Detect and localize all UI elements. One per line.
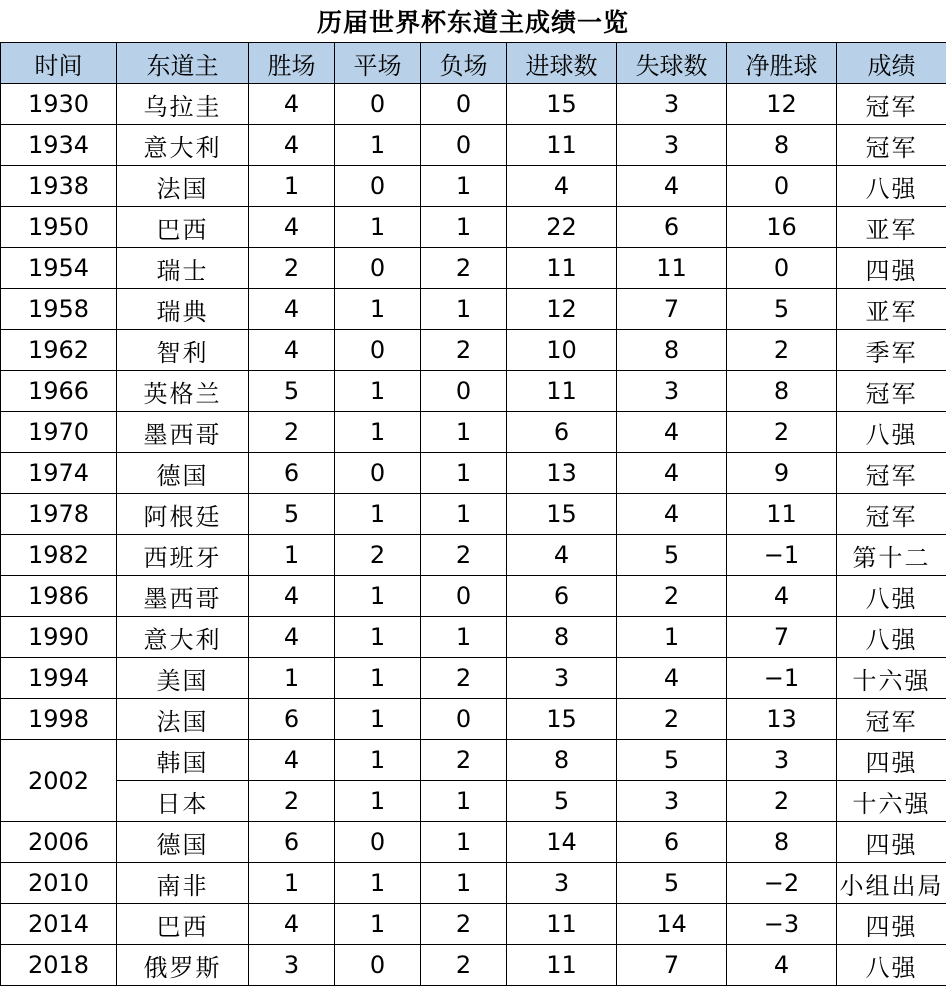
goals-against-cell: 4 bbox=[617, 412, 727, 453]
table-row bbox=[1, 330, 946, 371]
goal-diff-cell: 4 bbox=[727, 945, 837, 986]
goals-for-cell: 22 bbox=[507, 207, 617, 248]
losses-cell: 0 bbox=[421, 84, 507, 125]
wins-cell: 1 bbox=[249, 863, 335, 904]
host-cell: 日本 bbox=[117, 781, 249, 822]
goals-for-cell: 5 bbox=[507, 781, 617, 822]
losses-cell: 2 bbox=[421, 330, 507, 371]
draws-cell: 1 bbox=[335, 740, 421, 781]
table-row bbox=[1, 945, 946, 986]
wins-cell: 4 bbox=[249, 125, 335, 166]
goals-against-cell: 11 bbox=[617, 248, 727, 289]
host-results-table bbox=[0, 42, 946, 986]
goals-for-cell: 8 bbox=[507, 617, 617, 658]
result-cell: 亚军 bbox=[837, 207, 946, 248]
wins-cell: 4 bbox=[249, 207, 335, 248]
result-cell: 冠军 bbox=[837, 84, 946, 125]
goals-against-cell: 4 bbox=[617, 453, 727, 494]
goal-diff-cell: 0 bbox=[727, 166, 837, 207]
goals-for-cell: 3 bbox=[507, 658, 617, 699]
goal-diff-cell: 3 bbox=[727, 740, 837, 781]
result-cell: 季军 bbox=[837, 330, 946, 371]
draws-cell: 1 bbox=[335, 863, 421, 904]
losses-cell: 1 bbox=[421, 863, 507, 904]
host-cell: 南非 bbox=[117, 863, 249, 904]
year-cell: 2002 bbox=[1, 740, 117, 822]
draws-cell: 1 bbox=[335, 617, 421, 658]
wins-cell: 1 bbox=[249, 658, 335, 699]
year-cell: 2014 bbox=[1, 904, 117, 945]
table-body bbox=[1, 84, 946, 986]
table-row bbox=[1, 617, 946, 658]
year-cell: 1934 bbox=[1, 125, 117, 166]
result-cell: 冠军 bbox=[837, 494, 946, 535]
result-cell: 四强 bbox=[837, 822, 946, 863]
losses-cell: 1 bbox=[421, 289, 507, 330]
year-cell: 1958 bbox=[1, 289, 117, 330]
goals-for-cell: 4 bbox=[507, 535, 617, 576]
table-row bbox=[1, 822, 946, 863]
goal-diff-cell: −2 bbox=[727, 863, 837, 904]
year-cell: 1938 bbox=[1, 166, 117, 207]
draws-cell: 1 bbox=[335, 125, 421, 166]
goals-against-cell: 8 bbox=[617, 330, 727, 371]
draws-cell: 1 bbox=[335, 904, 421, 945]
header-result: 成绩 bbox=[837, 43, 946, 84]
goals-for-cell: 11 bbox=[507, 904, 617, 945]
year-cell: 2010 bbox=[1, 863, 117, 904]
table-row bbox=[1, 166, 946, 207]
header-goal-diff: 净胜球 bbox=[727, 43, 837, 84]
host-cell: 德国 bbox=[117, 453, 249, 494]
losses-cell: 1 bbox=[421, 412, 507, 453]
wins-cell: 5 bbox=[249, 371, 335, 412]
goals-for-cell: 11 bbox=[507, 248, 617, 289]
host-cell: 瑞士 bbox=[117, 248, 249, 289]
goals-against-cell: 4 bbox=[617, 658, 727, 699]
goals-against-cell: 1 bbox=[617, 617, 727, 658]
goals-against-cell: 4 bbox=[617, 166, 727, 207]
table-row bbox=[1, 904, 946, 945]
draws-cell: 1 bbox=[335, 207, 421, 248]
header-draws: 平场 bbox=[335, 43, 421, 84]
wins-cell: 2 bbox=[249, 781, 335, 822]
goal-diff-cell: −3 bbox=[727, 904, 837, 945]
losses-cell: 1 bbox=[421, 617, 507, 658]
host-cell: 俄罗斯 bbox=[117, 945, 249, 986]
year-cell: 1990 bbox=[1, 617, 117, 658]
result-cell: 四强 bbox=[837, 904, 946, 945]
goals-against-cell: 2 bbox=[617, 576, 727, 617]
table-row bbox=[1, 699, 946, 740]
losses-cell: 2 bbox=[421, 535, 507, 576]
goals-against-cell: 14 bbox=[617, 904, 727, 945]
result-cell: 八强 bbox=[837, 412, 946, 453]
result-cell: 四强 bbox=[837, 248, 946, 289]
goal-diff-cell: 2 bbox=[727, 412, 837, 453]
year-cell: 1998 bbox=[1, 699, 117, 740]
losses-cell: 1 bbox=[421, 207, 507, 248]
host-cell: 巴西 bbox=[117, 904, 249, 945]
wins-cell: 4 bbox=[249, 289, 335, 330]
goal-diff-cell: 2 bbox=[727, 781, 837, 822]
host-cell: 美国 bbox=[117, 658, 249, 699]
table-row bbox=[1, 84, 946, 125]
wins-cell: 5 bbox=[249, 494, 335, 535]
table-row bbox=[1, 781, 946, 822]
goal-diff-cell: 5 bbox=[727, 289, 837, 330]
wins-cell: 6 bbox=[249, 453, 335, 494]
year-cell: 1978 bbox=[1, 494, 117, 535]
goals-for-cell: 4 bbox=[507, 166, 617, 207]
goal-diff-cell: 13 bbox=[727, 699, 837, 740]
goals-for-cell: 11 bbox=[507, 945, 617, 986]
year-cell: 1986 bbox=[1, 576, 117, 617]
wins-cell: 4 bbox=[249, 740, 335, 781]
goals-against-cell: 3 bbox=[617, 84, 727, 125]
year-cell: 1954 bbox=[1, 248, 117, 289]
host-cell: 墨西哥 bbox=[117, 412, 249, 453]
goal-diff-cell: −1 bbox=[727, 535, 837, 576]
goals-against-cell: 5 bbox=[617, 535, 727, 576]
table-title: 历届世界杯东道主成绩一览 bbox=[0, 0, 946, 42]
host-cell: 意大利 bbox=[117, 617, 249, 658]
table-row bbox=[1, 248, 946, 289]
wins-cell: 3 bbox=[249, 945, 335, 986]
result-cell: 亚军 bbox=[837, 289, 946, 330]
table-row bbox=[1, 412, 946, 453]
draws-cell: 1 bbox=[335, 781, 421, 822]
header-wins: 胜场 bbox=[249, 43, 335, 84]
host-cell: 韩国 bbox=[117, 740, 249, 781]
wins-cell: 2 bbox=[249, 412, 335, 453]
host-cell: 智利 bbox=[117, 330, 249, 371]
result-cell: 小组出局 bbox=[837, 863, 946, 904]
goals-against-cell: 7 bbox=[617, 289, 727, 330]
goal-diff-cell: 12 bbox=[727, 84, 837, 125]
losses-cell: 0 bbox=[421, 125, 507, 166]
goals-for-cell: 15 bbox=[507, 84, 617, 125]
losses-cell: 0 bbox=[421, 699, 507, 740]
draws-cell: 2 bbox=[335, 535, 421, 576]
goals-for-cell: 11 bbox=[507, 125, 617, 166]
table-row bbox=[1, 453, 946, 494]
goal-diff-cell: 2 bbox=[727, 330, 837, 371]
host-cell: 乌拉圭 bbox=[117, 84, 249, 125]
result-cell: 冠军 bbox=[837, 371, 946, 412]
goals-for-cell: 12 bbox=[507, 289, 617, 330]
host-cell: 瑞典 bbox=[117, 289, 249, 330]
host-cell: 巴西 bbox=[117, 207, 249, 248]
year-cell: 1982 bbox=[1, 535, 117, 576]
result-cell: 十六强 bbox=[837, 781, 946, 822]
goals-against-cell: 5 bbox=[617, 863, 727, 904]
host-cell: 英格兰 bbox=[117, 371, 249, 412]
result-cell: 冠军 bbox=[837, 125, 946, 166]
year-cell: 2006 bbox=[1, 822, 117, 863]
draws-cell: 0 bbox=[335, 822, 421, 863]
year-cell: 1950 bbox=[1, 207, 117, 248]
result-cell: 八强 bbox=[837, 617, 946, 658]
host-cell: 阿根廷 bbox=[117, 494, 249, 535]
header-host: 东道主 bbox=[117, 43, 249, 84]
goals-for-cell: 14 bbox=[507, 822, 617, 863]
losses-cell: 2 bbox=[421, 945, 507, 986]
goal-diff-cell: 11 bbox=[727, 494, 837, 535]
losses-cell: 2 bbox=[421, 740, 507, 781]
goal-diff-cell: −1 bbox=[727, 658, 837, 699]
goals-against-cell: 3 bbox=[617, 371, 727, 412]
goal-diff-cell: 8 bbox=[727, 125, 837, 166]
result-cell: 十六强 bbox=[837, 658, 946, 699]
goal-diff-cell: 9 bbox=[727, 453, 837, 494]
result-cell: 八强 bbox=[837, 166, 946, 207]
goals-against-cell: 6 bbox=[617, 822, 727, 863]
table-row bbox=[1, 658, 946, 699]
goals-against-cell: 4 bbox=[617, 494, 727, 535]
result-cell: 八强 bbox=[837, 945, 946, 986]
goals-against-cell: 3 bbox=[617, 125, 727, 166]
result-cell: 冠军 bbox=[837, 699, 946, 740]
goal-diff-cell: 8 bbox=[727, 822, 837, 863]
header-row bbox=[1, 43, 946, 84]
result-cell: 八强 bbox=[837, 576, 946, 617]
draws-cell: 1 bbox=[335, 371, 421, 412]
table-row bbox=[1, 535, 946, 576]
goals-for-cell: 11 bbox=[507, 371, 617, 412]
wins-cell: 4 bbox=[249, 617, 335, 658]
goals-for-cell: 6 bbox=[507, 412, 617, 453]
host-cell: 西班牙 bbox=[117, 535, 249, 576]
draws-cell: 0 bbox=[335, 84, 421, 125]
header-goals-against: 失球数 bbox=[617, 43, 727, 84]
table-row bbox=[1, 289, 946, 330]
year-cell: 1994 bbox=[1, 658, 117, 699]
goals-for-cell: 3 bbox=[507, 863, 617, 904]
host-cell: 意大利 bbox=[117, 125, 249, 166]
goals-against-cell: 2 bbox=[617, 699, 727, 740]
losses-cell: 2 bbox=[421, 658, 507, 699]
year-cell: 2018 bbox=[1, 945, 117, 986]
year-cell: 1930 bbox=[1, 84, 117, 125]
year-cell: 1966 bbox=[1, 371, 117, 412]
wins-cell: 4 bbox=[249, 330, 335, 371]
wins-cell: 6 bbox=[249, 822, 335, 863]
draws-cell: 1 bbox=[335, 576, 421, 617]
draws-cell: 0 bbox=[335, 330, 421, 371]
year-cell: 1962 bbox=[1, 330, 117, 371]
draws-cell: 0 bbox=[335, 945, 421, 986]
table-row bbox=[1, 494, 946, 535]
wins-cell: 6 bbox=[249, 699, 335, 740]
result-cell: 冠军 bbox=[837, 453, 946, 494]
wins-cell: 1 bbox=[249, 166, 335, 207]
losses-cell: 1 bbox=[421, 453, 507, 494]
goals-for-cell: 15 bbox=[507, 494, 617, 535]
host-cell: 法国 bbox=[117, 699, 249, 740]
wins-cell: 4 bbox=[249, 576, 335, 617]
goals-for-cell: 10 bbox=[507, 330, 617, 371]
wins-cell: 1 bbox=[249, 535, 335, 576]
goal-diff-cell: 8 bbox=[727, 371, 837, 412]
draws-cell: 1 bbox=[335, 289, 421, 330]
table-row bbox=[1, 207, 946, 248]
draws-cell: 0 bbox=[335, 453, 421, 494]
host-cell: 法国 bbox=[117, 166, 249, 207]
header-year: 时间 bbox=[1, 43, 117, 84]
draws-cell: 0 bbox=[335, 166, 421, 207]
goals-for-cell: 15 bbox=[507, 699, 617, 740]
wins-cell: 4 bbox=[249, 84, 335, 125]
losses-cell: 1 bbox=[421, 822, 507, 863]
losses-cell: 1 bbox=[421, 494, 507, 535]
result-cell: 第十二 bbox=[837, 535, 946, 576]
table-row bbox=[1, 863, 946, 904]
wins-cell: 4 bbox=[249, 904, 335, 945]
goal-diff-cell: 7 bbox=[727, 617, 837, 658]
draws-cell: 1 bbox=[335, 699, 421, 740]
wins-cell: 2 bbox=[249, 248, 335, 289]
goals-for-cell: 6 bbox=[507, 576, 617, 617]
losses-cell: 1 bbox=[421, 781, 507, 822]
host-cell: 墨西哥 bbox=[117, 576, 249, 617]
table-row bbox=[1, 740, 946, 781]
draws-cell: 1 bbox=[335, 658, 421, 699]
goal-diff-cell: 0 bbox=[727, 248, 837, 289]
header-goals-for: 进球数 bbox=[507, 43, 617, 84]
year-cell: 1974 bbox=[1, 453, 117, 494]
year-cell: 1970 bbox=[1, 412, 117, 453]
losses-cell: 1 bbox=[421, 166, 507, 207]
losses-cell: 0 bbox=[421, 576, 507, 617]
draws-cell: 1 bbox=[335, 412, 421, 453]
table-row bbox=[1, 576, 946, 617]
goals-for-cell: 8 bbox=[507, 740, 617, 781]
result-cell: 四强 bbox=[837, 740, 946, 781]
goals-against-cell: 6 bbox=[617, 207, 727, 248]
draws-cell: 0 bbox=[335, 248, 421, 289]
goals-against-cell: 7 bbox=[617, 945, 727, 986]
goal-diff-cell: 4 bbox=[727, 576, 837, 617]
goal-diff-cell: 16 bbox=[727, 207, 837, 248]
draws-cell: 1 bbox=[335, 494, 421, 535]
losses-cell: 0 bbox=[421, 371, 507, 412]
losses-cell: 2 bbox=[421, 248, 507, 289]
table-row bbox=[1, 371, 946, 412]
goals-against-cell: 5 bbox=[617, 740, 727, 781]
table-row bbox=[1, 125, 946, 166]
host-cell: 德国 bbox=[117, 822, 249, 863]
header-losses: 负场 bbox=[421, 43, 507, 84]
goals-for-cell: 13 bbox=[507, 453, 617, 494]
losses-cell: 2 bbox=[421, 904, 507, 945]
goals-against-cell: 3 bbox=[617, 781, 727, 822]
